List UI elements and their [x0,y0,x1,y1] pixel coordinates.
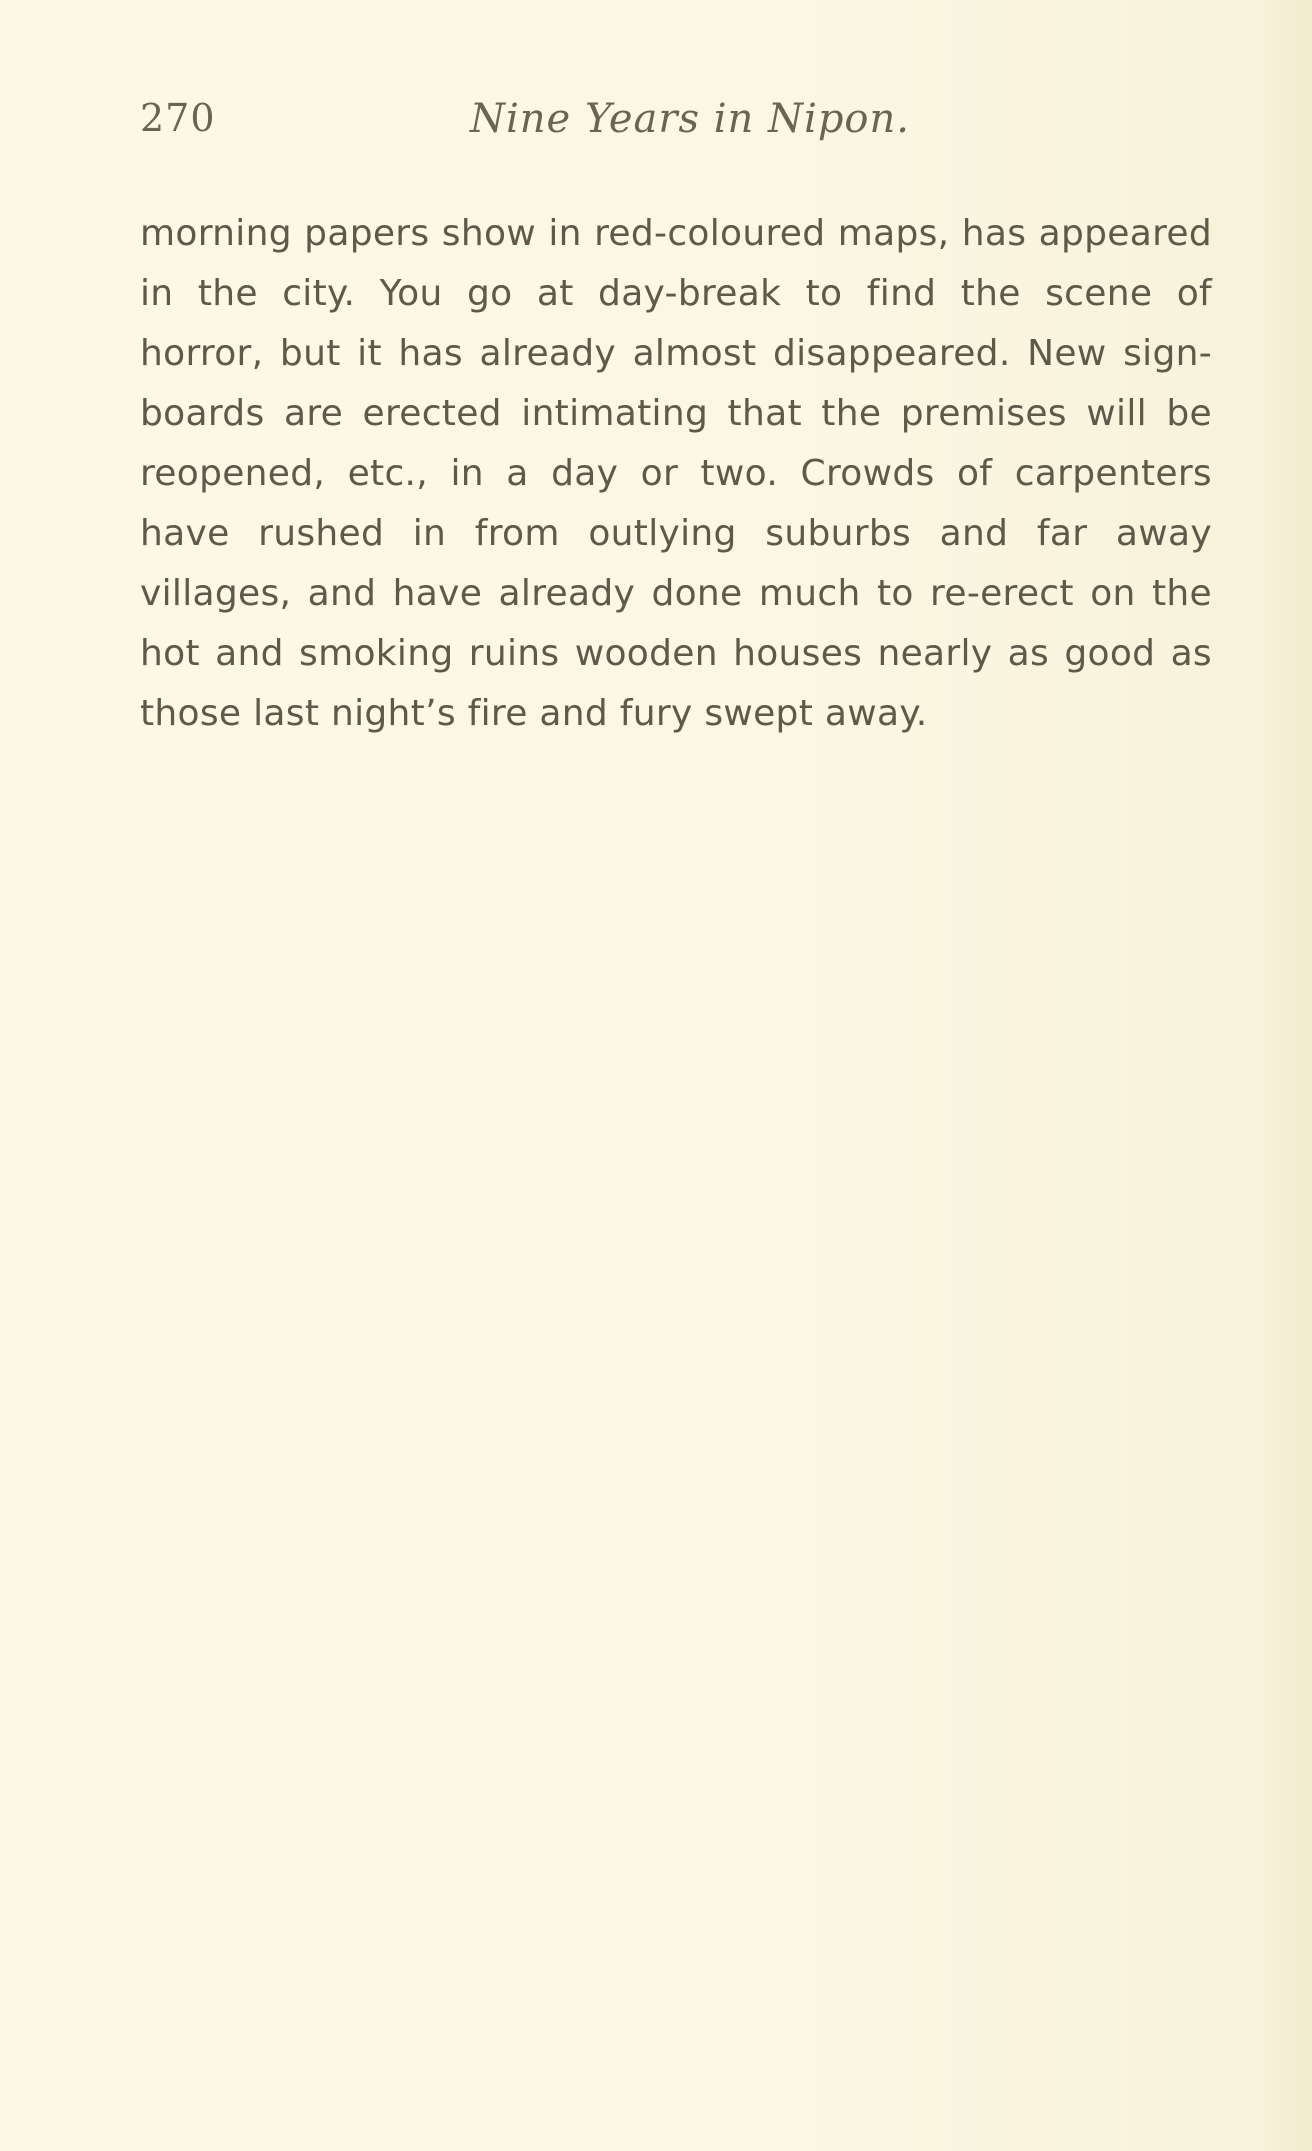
text-line: those last night’s fire and fury swept away. [140,693,928,734]
page-header [140,96,1212,156]
text-line: reopened, etc., in a day or two. Crowds of carpenters [140,453,1212,494]
body-paragraph [140,204,1212,744]
text-line: boards are erected intimating that the premises will be [140,393,1212,434]
text-line: hot and smoking ruins wooden houses nearly as good as [140,633,1212,674]
text-line: in the city. You go at day-break to find the scene of [140,273,1212,314]
text-line: have rushed in from outlying suburbs and far away [140,513,1212,554]
text-line: horror, but it has already almost disappeared. New sign- [140,333,1212,374]
text-line: villages, and have already done much to re-erect on the [140,573,1212,614]
page-number: 270 [140,96,216,140]
text-line: morning papers show in red-coloured maps, has appeared [140,213,1212,254]
running-title: Nine Years in Nipon. [470,96,910,142]
